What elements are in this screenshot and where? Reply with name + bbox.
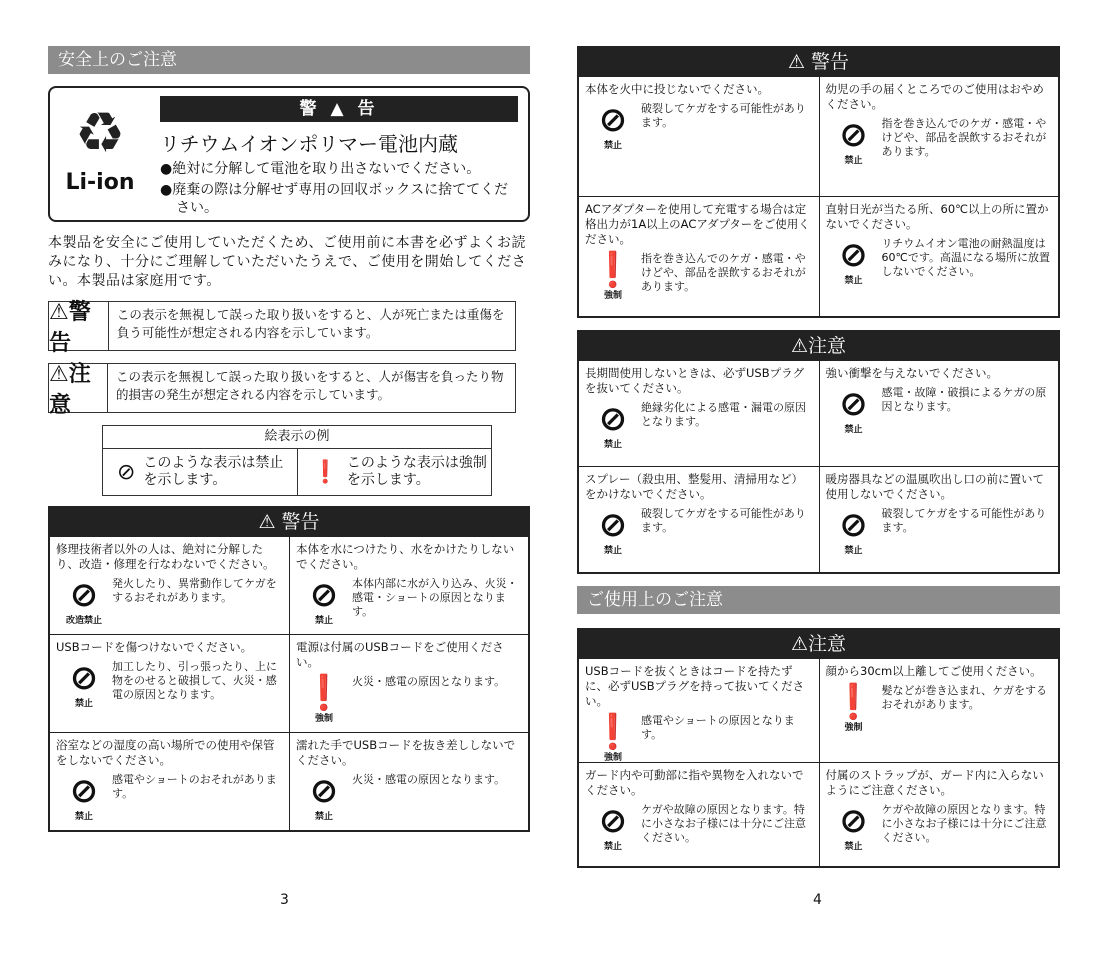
notice-title: 電源は付属のUSBコードをご使用ください。 — [296, 640, 504, 669]
notice-description: 破裂してケガをする可能性があります。 — [881, 507, 1047, 534]
icon-label: 禁止 — [844, 425, 863, 435]
prohibition-icon: ⊘ 禁止 — [826, 803, 882, 852]
icon-label: 禁止 — [603, 842, 622, 852]
example-mandatory — [297, 449, 492, 495]
notice-title: 直射日光が当たる所、60℃以上の所に置かないでください。 — [825, 202, 1049, 231]
icon-label: 強制 — [603, 753, 622, 763]
notice-cell — [50, 634, 289, 732]
notice-cell — [289, 732, 528, 830]
mandatory-icon: ❗ 強制 — [296, 675, 352, 724]
table-header: ⚠ 警告 — [50, 508, 528, 536]
usage-section-title: ご使用上のご注意 — [577, 586, 1060, 614]
notice-cell — [579, 76, 819, 196]
page-number: 4 — [813, 892, 822, 908]
prohibition-icon: ⊘ 禁止 — [826, 117, 882, 166]
notice-title: スプレー（殺虫用、整髪用、清掃用など）をかけないでください。 — [585, 472, 804, 501]
battery-item: ●絶対に分解して電池を取り出さないでください。 — [160, 161, 481, 177]
notice-title: 濡れた手でUSBコードを抜き差ししないでください。 — [296, 738, 516, 767]
icon-label: 禁止 — [844, 842, 863, 852]
mandatory-icon: ❗ 強制 — [585, 714, 641, 763]
notice-title: 強い衝撃を与えないでください。 — [825, 366, 998, 380]
caution-table — [577, 330, 1060, 574]
notice-title: 浴室などの湿度の高い場所での使用や保管をしないでください。 — [56, 738, 275, 767]
icon-label: 強制 — [314, 714, 333, 724]
icon-label: 強制 — [603, 291, 622, 301]
symbol-examples — [102, 425, 492, 496]
li-ion-warning-box — [48, 86, 530, 222]
notice-cell — [819, 762, 1059, 866]
example-prohibition — [103, 449, 297, 495]
notice-description: 指を巻き込んでのケガ・感電・やけどや、部品を誤飲するおそれがあります。 — [641, 252, 806, 293]
section-title: 安全上のご注意 — [48, 46, 530, 74]
prohibition-icon: ⊘ 禁止 — [585, 803, 641, 852]
notice-description: 感電・故障・破損によるケガの原因となります。 — [881, 386, 1047, 413]
intro-text: 本製品を安全にご使用していただくため、ご使用前に本書を必ずよくお読みになり、十分にご理解していただいたうえで、ご使用を開始してください。本製品は家庭用です。 — [48, 235, 527, 289]
notice-description: 感電やショートのおそれがあります。 — [112, 773, 277, 800]
prohibition-icon: ⊘ 禁止 — [826, 237, 882, 286]
notice-title: 顔から30cm以上離してご使用ください。 — [825, 664, 1042, 678]
icon-label: 禁止 — [74, 699, 93, 709]
notice-title: 本体を水につけたり、水をかけたりしないでください。 — [296, 542, 515, 571]
notice-cell — [819, 466, 1059, 572]
icon-label: 禁止 — [314, 616, 333, 626]
icon-label: 禁止 — [314, 812, 333, 822]
notice-description: 絶縁劣化による感電・漏電の原因となります。 — [641, 401, 806, 428]
notice-cell — [579, 466, 819, 572]
examples-title: 絵表示の例 — [103, 426, 491, 449]
prohibition-icon: ⊘ 禁止 — [56, 660, 112, 709]
mandatory-icon: ❗ — [311, 459, 339, 485]
notice-description: 髪などが巻き込まれ、ケガをするおそれがあります。 — [881, 684, 1047, 711]
no-disassembly-icon: ⊘ 改造禁止 — [56, 577, 112, 626]
table-header: ⚠ 警告 — [579, 48, 1058, 76]
notice-description: 指を巻き込んでのケガ・感電・やけどや、部品を誤飲するおそれがあります。 — [881, 117, 1047, 158]
caution-table — [577, 628, 1060, 868]
notice-description: ケガや故障の原因となります。特に小さなお子様には十分にご注意ください。 — [641, 803, 806, 844]
legend-warning — [48, 300, 516, 356]
notice-cell — [819, 196, 1059, 316]
prohibition-icon: ⊘ — [117, 459, 136, 485]
icon-label: 禁止 — [603, 141, 622, 151]
notice-cell — [50, 536, 289, 634]
notice-description: 破裂してケガをする可能性があります。 — [641, 507, 806, 534]
recycle-block — [58, 102, 142, 195]
notice-title: ガード内や可動部に指や異物を入れないでください。 — [585, 768, 804, 797]
notice-title: ACアダプターを使用して充電する場合は定格出力が1A以上のACアダプターをご使用ください。 — [585, 202, 810, 246]
table-header: ⚠注意 — [579, 332, 1058, 360]
icon-label: 強制 — [844, 723, 863, 733]
notice-title: 暖房器具などの温風吹出し口の前に置いて使用しないでください。 — [825, 472, 1044, 501]
legend-text: この表示を無視して誤った取り扱いをすると、人が傷害を負ったり物的損害の発生が想定される内容を示しています。 — [115, 369, 504, 402]
icon-label: 改造禁止 — [65, 616, 102, 626]
notice-cell — [819, 360, 1059, 466]
prohibition-icon: ⊘ 禁止 — [585, 401, 641, 450]
li-ion-label: Li-ion — [65, 170, 135, 195]
icon-label: 禁止 — [603, 440, 622, 450]
warning-table — [48, 506, 530, 832]
notice-title: 長期間使用しないときは、必ずUSBプラグを抜いてください。 — [585, 366, 805, 395]
notice-title: 修理技術者以外の人は、絶対に分解したり、改造・修理を行なわないでください。 — [56, 542, 275, 571]
example-text: このような表示は強制を示します。 — [346, 455, 487, 488]
prohibition-icon: ⊘ 禁止 — [585, 102, 641, 151]
notice-title: 幼児の手の届くところでのご使用はおやめください。 — [825, 82, 1044, 111]
mandatory-icon: ❗ 強制 — [585, 252, 641, 301]
notice-cell — [819, 76, 1059, 196]
page-left — [48, 0, 530, 908]
legend-head: ⚠注意 — [49, 364, 108, 412]
prohibition-icon: ⊘ 禁止 — [56, 773, 112, 822]
battery-title: リチウムイオンポリマー電池内蔵 — [160, 132, 458, 156]
notice-title: 本体を火中に投じないでください。 — [585, 82, 769, 96]
recycle-icon: ♻ — [74, 101, 126, 166]
prohibition-icon: ⊘ 禁止 — [585, 507, 641, 556]
mandatory-icon: ❗ 強制 — [826, 684, 882, 733]
notice-description: 火災・感電の原因となります。 — [352, 773, 506, 786]
example-text: このような表示は禁止を示します。 — [143, 455, 284, 488]
page-number: 3 — [280, 892, 289, 908]
notice-cell — [579, 658, 819, 762]
notice-description: リチウムイオン電池の耐熱温度は60℃です。高温になる場所に放置しないでください。 — [881, 237, 1050, 278]
prohibition-icon: ⊘ 禁止 — [296, 577, 352, 626]
notice-cell — [579, 196, 819, 316]
icon-label: 禁止 — [603, 546, 622, 556]
notice-description: 本体内部に水が入り込み、火災・感電・ショートの原因となります。 — [352, 577, 518, 618]
notice-description: ケガや故障の原因となります。特に小さなお子様には十分にご注意ください。 — [881, 803, 1047, 844]
prohibition-icon: ⊘ 禁止 — [826, 386, 882, 435]
notice-cell — [579, 360, 819, 466]
legend-text: この表示を無視して誤った取り扱いをすると、人が死亡または重傷を負う可能性が想定される内容を示しています。 — [116, 307, 505, 340]
notice-description: 火災・感電の原因となります。 — [352, 675, 506, 688]
notice-description: 感電やショートの原因となります。 — [641, 714, 795, 741]
legend-head: ⚠警告 — [49, 302, 109, 350]
notice-title: USBコードを傷つけないでください。 — [56, 640, 253, 654]
icon-label: 禁止 — [844, 546, 863, 556]
notice-title: 付属のストラップが、ガード内に入らないようにご注意ください。 — [825, 768, 1044, 797]
notice-cell — [819, 658, 1059, 762]
prohibition-icon: ⊘ 禁止 — [826, 507, 882, 556]
notice-cell — [50, 732, 289, 830]
notice-title: USBコードを抜くときはコードを持たずに、必ずUSBプラグを持って抜いてください。 — [585, 664, 805, 708]
notice-description: 加工したり、引っ張ったり、上に物をのせると破損して、火災・感電の原因となります。 — [112, 660, 277, 701]
warning-table — [577, 46, 1060, 318]
notice-cell — [579, 762, 819, 866]
icon-label: 禁止 — [844, 156, 863, 166]
notice-description: 発火したり、異常動作してケガをするおそれがあります。 — [112, 577, 277, 604]
icon-label: 禁止 — [74, 812, 93, 822]
battery-item: ●廃棄の際は分解せず専用の回収ボックスに捨ててください。 — [160, 182, 509, 216]
warning-bar: 警 ▲ 告 — [160, 96, 518, 122]
notice-cell — [289, 536, 528, 634]
notice-description: 破裂してケガをする可能性があります。 — [641, 102, 806, 129]
icon-label: 禁止 — [844, 276, 863, 286]
page-right — [577, 0, 1060, 908]
legend-caution — [48, 362, 516, 418]
table-header: ⚠注意 — [579, 630, 1058, 658]
notice-cell — [289, 634, 528, 732]
no-wet-hands-icon: ⊘ 禁止 — [296, 773, 352, 822]
